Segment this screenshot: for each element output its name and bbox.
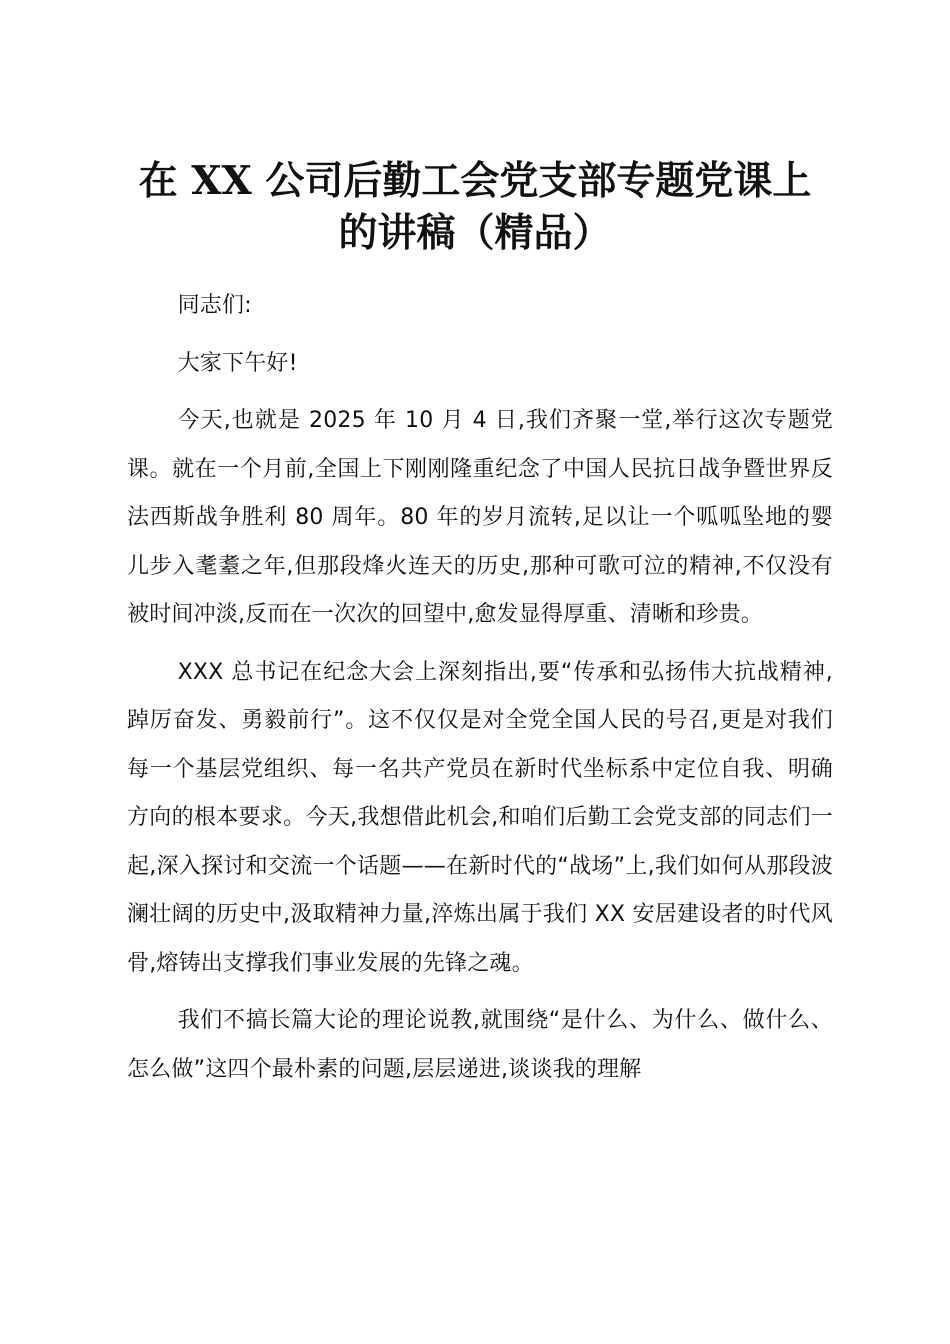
paragraph-intro: 今天,也就是 2025 年 10 月 4 日,我们齐聚一堂,举行这次专题党课。就在一个月前,全国上下刚刚隆重纪念了中国人民抗日战争暨世界反法西斯战争胜利 80 周年。80 年的岁月流转,足以让一个呱呱坠地的婴儿步入耄耋之年,但那段烽火连天的历史,那种可歌可泣的精神,不仅没有被时间冲淡,反而在一次次的回望中,愈发显得厚重、清晰和珍贵。 [127, 408, 833, 627]
paragraph-speech-quote: XXX 总书记在纪念大会上深刻指出,要“传承和弘扬伟大抗战精神,踔厉奋发、勇毅前行”。这不仅仅是对全党全国人民的号召,更是对我们每一个基层党组织、每一名共产党员在新时代坐标系中定位自我、明确方向的根本要求。今天,我想借此机会,和咱们后勤工会党支部的同志们一起,深入探讨和交流一个话题——在新时代的“战场”上,我们如何从那段波澜壮阔的历史中,汲取精神力量,淬炼出属于我们 XX 安居建设者的时代风骨,熔铸出支撑我们事业发展的先锋之魂。 [127, 659, 833, 976]
document-body [127, 282, 833, 1103]
paragraph-outline: 我们不搞长篇大论的理论说教,就围绕“是什么、为什么、做什么、怎么做”这四个最朴素的问题,层层递进,谈谈我的理解 [127, 1008, 833, 1082]
title-line-2: 的讲稿（精品） [338, 210, 612, 256]
salutation: 同志们: [177, 293, 252, 318]
document-title [110, 155, 840, 259]
title-line-1: 在 XX 公司后勤工会党支部专题党课上 [138, 158, 812, 204]
greeting: 大家下午好! [177, 350, 298, 376]
